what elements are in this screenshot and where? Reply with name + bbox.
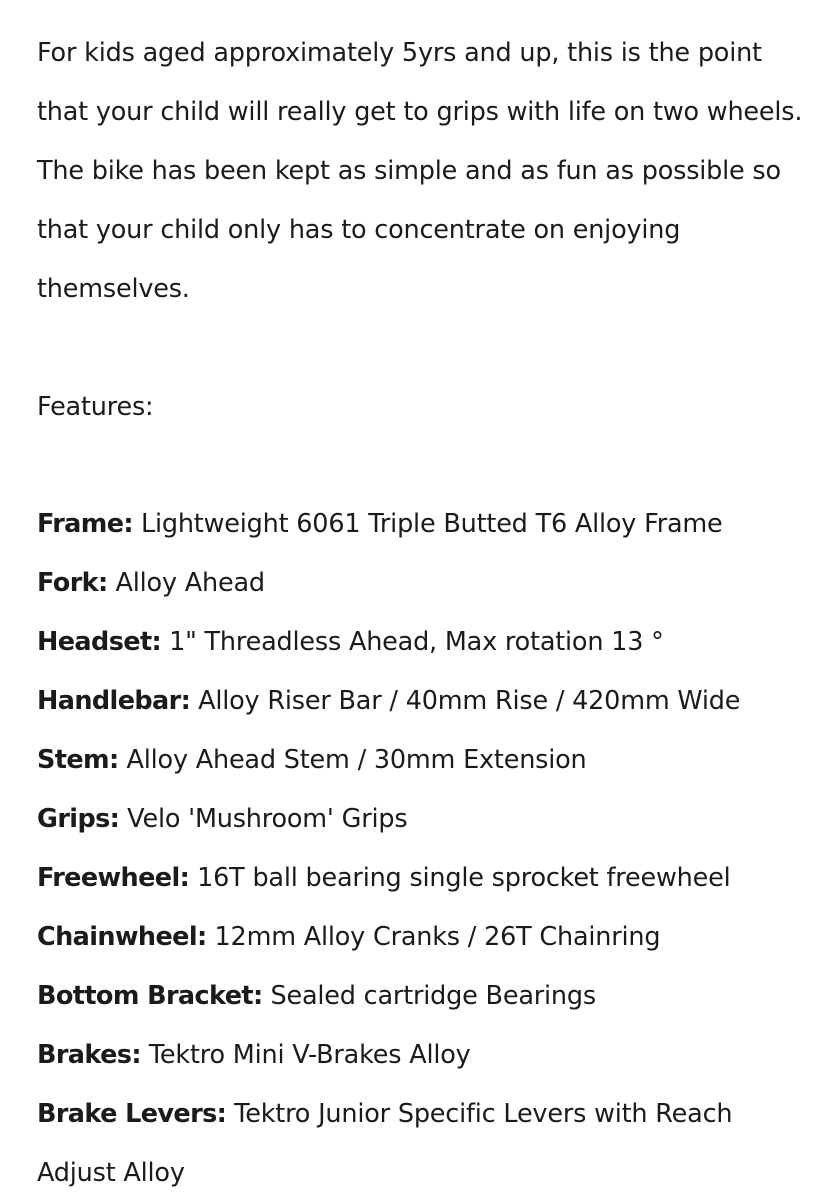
spec-value: Tektro Junior Specific Levers with Reach Adjust Alloy <box>37 1099 733 1188</box>
spec-value: Alloy Ahead <box>107 568 265 598</box>
spec-item-headset <box>37 613 817 672</box>
spec-item-freewheel <box>37 849 817 908</box>
spec-item-fork <box>37 554 817 613</box>
spec-item-grips <box>37 790 817 849</box>
spec-value: 12mm Alloy Cranks / 26T Chainring <box>206 922 661 952</box>
spec-item-frame <box>37 495 817 554</box>
spec-item-brakes <box>37 1026 817 1085</box>
spec-label: Chainwheel: <box>37 922 207 952</box>
spec-value: 1" Threadless Ahead, Max rotation 13 ° <box>161 627 664 657</box>
product-description <box>37 24 817 1203</box>
spec-item-brake-levers <box>37 1085 817 1203</box>
spec-label: Grips: <box>37 804 120 834</box>
spec-label: Frame: <box>37 509 134 539</box>
spec-label: Stem: <box>37 745 119 775</box>
spec-item-bottom-bracket <box>37 967 817 1026</box>
spec-value: 16T ball bearing single sprocket freewheel <box>189 863 731 893</box>
spec-value: Alloy Riser Bar / 40mm Rise / 420mm Wide <box>190 686 741 716</box>
spec-item-handlebar <box>37 672 817 731</box>
spec-value: Velo 'Mushroom' Grips <box>119 804 408 834</box>
spec-label: Brake Levers: <box>37 1099 227 1129</box>
spec-label: Brakes: <box>37 1040 141 1070</box>
spec-item-stem <box>37 731 817 790</box>
spec-value: Lightweight 6061 Triple Butted T6 Alloy Frame <box>133 509 723 539</box>
spec-list <box>37 495 817 1203</box>
spec-value: Tektro Mini V-Brakes Alloy <box>140 1040 471 1070</box>
features-heading: Features: <box>37 392 154 422</box>
spec-label: Freewheel: <box>37 863 190 893</box>
spec-label: Headset: <box>37 627 162 657</box>
spec-label: Handlebar: <box>37 686 191 716</box>
spec-value: Sealed cartridge Bearings <box>262 981 596 1011</box>
intro-paragraph: For kids aged approximately 5yrs and up, this is the point that your child will really get to grips with life on two wheels. The bike has been kept as simple and as fun as possible so that your child only has to concentrate on enjoying themselves. <box>37 38 803 304</box>
spec-value: Alloy Ahead Stem / 30mm Extension <box>118 745 587 775</box>
spec-label: Bottom Bracket: <box>37 981 263 1011</box>
spec-item-chainwheel <box>37 908 817 967</box>
spec-label: Fork: <box>37 568 108 598</box>
